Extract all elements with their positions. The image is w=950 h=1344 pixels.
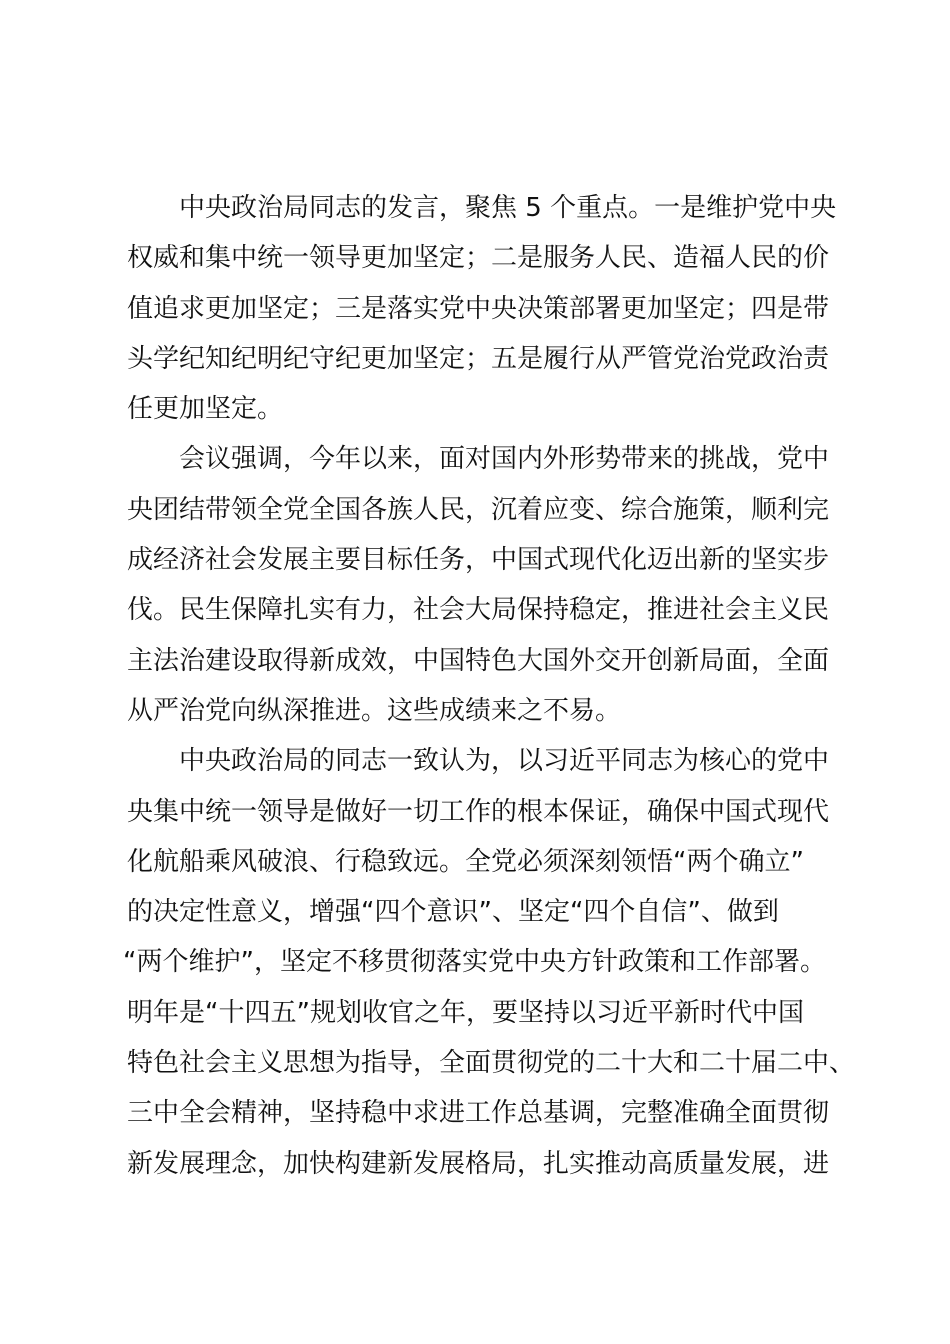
text-line: 三中全会精神，坚持稳中求进工作总基调，完整准确全面贯彻 xyxy=(127,1098,830,1129)
text-line: 的决定性意义，增强“四个意识”、坚定“四个自信”、做到 xyxy=(127,897,779,928)
text-line: 头学纪知纪明纪守纪更加坚定；五是履行从严管党治党政治责 xyxy=(127,343,830,374)
text-line: 明年是“十四五”规划收官之年，要坚持以习近平新时代中国 xyxy=(127,997,804,1028)
text-line: 主法治建设取得新成效，中国特色大国外交开创新局面，全面 xyxy=(127,645,830,676)
text-line: 会议强调，今年以来，面对国内外形势带来的挑战，党中 xyxy=(179,444,830,475)
text-line: 成经济社会发展主要目标任务，中国式现代化迈出新的坚实步 xyxy=(127,545,830,576)
text-line: 特色社会主义思想为指导，全面贯彻党的二十大和二十届二中、 xyxy=(127,1048,856,1079)
text-line: 从严治党向纵深推进。这些成绩来之不易。 xyxy=(127,695,622,726)
text-line: 伐。民生保障扎实有力，社会大局保持稳定，推进社会主义民 xyxy=(127,595,830,626)
paragraph xyxy=(127,183,837,434)
paragraph xyxy=(123,736,856,1189)
text-line: 化航船乘风破浪、行稳致远。全党必须深刻领悟“两个确立” xyxy=(127,846,804,877)
text-line: 央团结带领全党全国各族人民，沉着应变、综合施策，顺利完 xyxy=(127,494,830,525)
text-line: 新发展理念，加快构建新发展格局，扎实推动高质量发展，进 xyxy=(127,1148,830,1179)
document-body xyxy=(123,183,856,1189)
text-line: 任更加坚定。 xyxy=(127,394,284,425)
text-line: 权威和集中统一领导更加坚定；二是服务人民、造福人民的价 xyxy=(127,243,830,274)
text-line: 中央政治局的同志一致认为，以习近平同志为核心的党中 xyxy=(179,746,830,777)
text-line: 央集中统一领导是做好一切工作的根本保证，确保中国式现代 xyxy=(127,796,830,827)
text-line: 中央政治局同志的发言，聚焦 5 个重点。一是维护党中央 xyxy=(179,193,837,223)
paragraph xyxy=(127,434,837,736)
text-line: 值追求更加坚定；三是落实党中央决策部署更加坚定；四是带 xyxy=(127,293,830,324)
text-line: “两个维护”，坚定不移贯彻落实党中央方针政策和工作部署。 xyxy=(123,947,826,978)
